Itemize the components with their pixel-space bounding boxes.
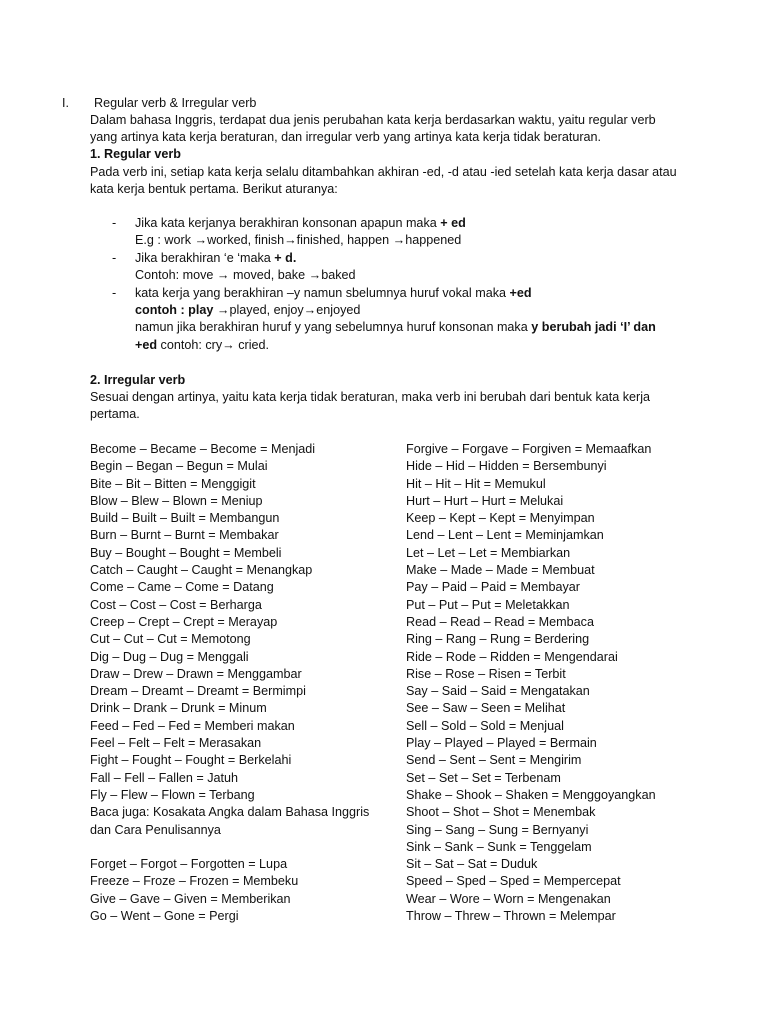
- verb-list-left: [90, 441, 369, 925]
- list-item: Dream – Dreamt – Dreamt = Bermimpi: [90, 684, 306, 699]
- list-item: Speed – Sped – Sped = Mempercepat: [406, 874, 621, 889]
- list-item: Feel – Felt – Felt = Merasakan: [90, 736, 262, 751]
- list-item: Say – Said – Said = Mengatakan: [406, 684, 590, 699]
- list-item: Sell – Sold – Sold = Menjual: [406, 718, 564, 733]
- bullet-1: -: [112, 216, 117, 230]
- irregular-desc-1: Sesuai dengan artinya, yaitu kata kerja tidak beraturan, maka verb ini berubah dari bentuk kata kerja: [90, 390, 651, 404]
- list-item: Ring – Rang – Rung = Berdering: [406, 632, 590, 647]
- list-item: Keep – Kept – Kept = Menyimpan: [406, 511, 595, 526]
- list-item: Shake – Shook – Shaken = Menggoyangkan: [406, 787, 656, 802]
- list-item: Freeze – Froze – Frozen = Membeku: [90, 874, 299, 889]
- regular-heading: 1. Regular verb: [90, 147, 181, 161]
- list-item: Wear – Wore – Worn = Mengenakan: [406, 891, 611, 906]
- list-item: Cut – Cut – Cut = Memotong: [90, 632, 251, 647]
- rule-3: kata kerja yang berakhiran –y namun sbelumnya huruf vokal maka +ed: [135, 286, 532, 300]
- list-item: Dig – Dug – Dug = Menggali: [90, 649, 249, 664]
- list-item: Forgive – Forgave – Forgiven = Memaafkan: [406, 442, 652, 456]
- list-item: Set – Set – Set = Terbenam: [406, 770, 561, 785]
- verb-list-right: [406, 441, 656, 925]
- intro-line-1: Dalam bahasa Inggris, terdapat dua jenis perubahan kata kerja berdasarkan waktu, yaitu regular verb: [90, 113, 656, 127]
- list-item: Hurt – Hurt – Hurt = Melukai: [406, 493, 564, 508]
- section-title: Regular verb & Irregular verb: [94, 96, 257, 110]
- rule-1-example: E.g : work →worked, finish→finished, happen →happened: [135, 233, 462, 247]
- list-item: Play – Played – Played = Bermain: [406, 736, 597, 751]
- list-item: Drink – Drank – Drunk = Minum: [90, 701, 267, 716]
- list-item: Sit – Sat – Sat = Duduk: [406, 857, 538, 872]
- baca-juga-line-1: Baca juga: Kosakata Angka dalam Bahasa Inggris: [90, 805, 370, 820]
- list-item: Rise – Rose – Risen = Terbit: [406, 666, 566, 681]
- list-item: Blow – Blew – Blown = Meniup: [90, 493, 263, 508]
- list-item: Make – Made – Made = Membuat: [406, 563, 595, 578]
- list-item: Hide – Hid – Hidden = Bersembunyi: [406, 459, 607, 474]
- bullet-3: -: [112, 286, 117, 300]
- list-item: Put – Put – Put = Meletakkan: [406, 597, 570, 612]
- spacer: [90, 839, 369, 856]
- irregular-desc-2: pertama.: [90, 407, 140, 421]
- list-item: Draw – Drew – Drawn = Menggambar: [90, 666, 302, 681]
- list-item: Bite – Bit – Bitten = Menggigit: [90, 476, 256, 491]
- rule-3-example: contoh : play →played, enjoy→enjoyed: [135, 303, 361, 317]
- rule-2: Jika berakhiran ‘e ‘maka + d.: [135, 251, 297, 265]
- list-item: Go – Went – Gone = Pergi: [90, 909, 239, 924]
- rule-3-note-2: +ed contoh: cry→ cried.: [135, 338, 270, 352]
- list-item: Fall – Fell – Fallen = Jatuh: [90, 770, 239, 785]
- rule-3-note-1: namun jika berakhiran huruf y yang sebelumnya huruf konsonan maka y berubah jadi ‘I’ dan: [135, 320, 656, 334]
- list-item: Fight – Fought – Fought = Berkelahi: [90, 753, 292, 768]
- section-number: I.: [62, 96, 69, 110]
- list-item: Throw – Threw – Thrown = Melempar: [406, 909, 616, 924]
- list-item: Burn – Burnt – Burnt = Membakar: [90, 528, 279, 543]
- list-item: Buy – Bought – Bought = Membeli: [90, 545, 282, 560]
- list-item: Ride – Rode – Ridden = Mengendarai: [406, 649, 618, 664]
- list-item: Feed – Fed – Fed = Memberi makan: [90, 718, 295, 733]
- list-item: Shoot – Shot – Shot = Menembak: [406, 805, 596, 820]
- list-item: Build – Built – Built = Membangun: [90, 511, 280, 526]
- list-item: Let – Let – Let = Membiarkan: [406, 545, 571, 560]
- list-item: Begin – Began – Begun = Mulai: [90, 459, 268, 474]
- list-item: Sink – Sank – Sunk = Tenggelam: [406, 839, 592, 854]
- intro-line-2: yang artinya kata kerja beraturan, dan irregular verb yang artinya kata kerja tidak beraturan.: [90, 130, 602, 144]
- list-item: Lend – Lent – Lent = Meminjamkan: [406, 528, 604, 543]
- bullet-2: -: [112, 251, 117, 265]
- list-item: Give – Gave – Given = Memberikan: [90, 891, 291, 906]
- regular-desc-2: kata kerja bentuk pertama. Berikut aturanya:: [90, 182, 338, 196]
- list-item: Sing – Sang – Sung = Bernyanyi: [406, 822, 589, 837]
- list-item: Hit – Hit – Hit = Memukul: [406, 476, 546, 491]
- list-item: See – Saw – Seen = Melihat: [406, 701, 566, 716]
- list-item: Read – Read – Read = Membaca: [406, 614, 594, 629]
- list-item: Fly – Flew – Flown = Terbang: [90, 787, 255, 802]
- list-item: Cost – Cost – Cost = Berharga: [90, 597, 262, 612]
- list-item: Become – Became – Become = Menjadi: [90, 442, 316, 456]
- list-item: Send – Sent – Sent = Mengirim: [406, 753, 582, 768]
- list-item: Forget – Forgot – Forgotten = Lupa: [90, 857, 288, 872]
- baca-juga-line-2: dan Cara Penulisannya: [90, 822, 221, 837]
- rule-1: Jika kata kerjanya berakhiran konsonan apapun maka + ed: [135, 216, 466, 230]
- irregular-heading: 2. Irregular verb: [90, 373, 186, 387]
- list-item: Come – Came – Come = Datang: [90, 580, 274, 595]
- list-item: Pay – Paid – Paid = Membayar: [406, 580, 580, 595]
- rule-2-example: Contoh: move → moved, bake →baked: [135, 268, 356, 282]
- list-item: Catch – Caught – Caught = Menangkap: [90, 563, 313, 578]
- list-item: Creep – Crept – Crept = Merayap: [90, 614, 278, 629]
- regular-desc-1: Pada verb ini, setiap kata kerja selalu ditambahkan akhiran -ed, -d atau -ied setelah kata kerja dasar atau: [90, 165, 677, 179]
